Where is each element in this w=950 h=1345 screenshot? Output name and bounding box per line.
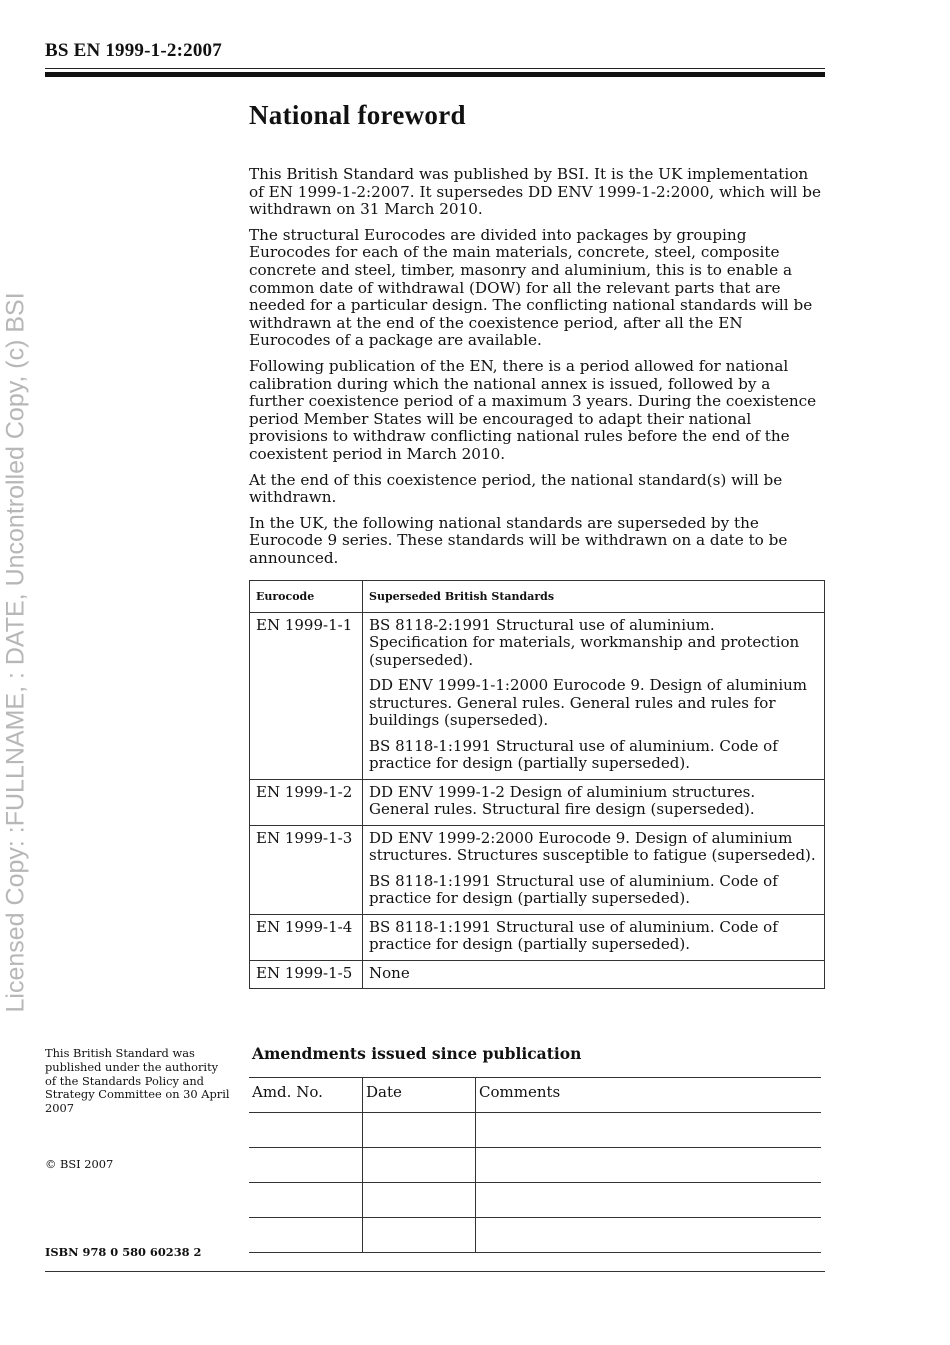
- document-id: BS EN 1999-1-2:2007: [45, 40, 222, 61]
- standard-entry: DD ENV 1999-1-1:2000 Eurocode 9. Design of aluminium structures. General rules. General rules and rules for buildings (superseded).: [369, 676, 808, 730]
- amendment-cell: [476, 1148, 822, 1183]
- table-row: [250, 914, 825, 960]
- eurocode-cell: EN 1999-1-3: [250, 825, 363, 914]
- standards-cell: [363, 914, 825, 960]
- standards-cell: [363, 960, 825, 989]
- standard-entry: None: [369, 963, 410, 982]
- amendment-row: [249, 1218, 821, 1253]
- amendment-cell: [249, 1113, 363, 1148]
- paragraph: The structural Eurocodes are divided into packages by grouping Eurocodes for each of the main materials, concrete, steel, composite concrete and steel, timber, masonry and aluminium, this is to enable a common date of withdrawal (DOW) for all the relevant parts that are needed for a particular design. The conflicting national standards will be withdrawn at the end of the coexistence period, after all the EN Eurocodes of a package are available.: [249, 225, 813, 350]
- standard-entry: BS 8118-2:1991 Structural use of aluminium. Specification for materials, workmanship and protection (superseded).: [369, 615, 800, 669]
- amendment-row: [249, 1183, 821, 1218]
- column-header-amd-no: Amd. No.: [249, 1078, 363, 1113]
- isbn-number: ISBN 978 0 580 60238 2: [45, 1245, 202, 1259]
- amendments-title: Amendments issued since publication: [252, 1044, 582, 1063]
- table-row: [250, 779, 825, 825]
- foreword-paragraphs: [249, 166, 825, 567]
- table-row: [250, 960, 825, 989]
- table-header-row: [250, 581, 825, 613]
- standards-cell: [363, 825, 825, 914]
- eurocode-cell: EN 1999-1-2: [250, 779, 363, 825]
- eurocode-cell: EN 1999-1-1: [250, 612, 363, 779]
- standard-entry: BS 8118-1:1991 Structural use of aluminium. Code of practice for design (partially superseded).: [369, 917, 778, 954]
- standard-entry: BS 8118-1:1991 Structural use of aluminium. Code of practice for design (partially superseded).: [369, 736, 778, 773]
- amendment-cell: [249, 1183, 363, 1218]
- amendment-cell: [363, 1113, 476, 1148]
- amendment-cell: [476, 1183, 822, 1218]
- standards-cell: [363, 779, 825, 825]
- column-header-date: Date: [363, 1078, 476, 1113]
- footer-rule: [45, 1271, 825, 1272]
- column-header-superseded: Superseded British Standards: [363, 581, 825, 613]
- amendment-cell: [476, 1218, 822, 1253]
- page-title: National foreword: [249, 100, 466, 130]
- amendment-cell: [476, 1113, 822, 1148]
- paragraph: Following publication of the EN, there is a period allowed for national calibration during which the national annex is issued, followed by a further coexistence period of a maximum 3 years. During the coexistence period Member States will be encouraged to adapt their national provisions to withdraw conflicting national rules before the end of the coexistent period in March 2010.: [249, 356, 817, 463]
- standard-entry: DD ENV 1999-2:2000 Eurocode 9. Design of aluminium structures. Structures susceptible to fatigue (superseded).: [369, 828, 816, 865]
- amendment-cell: [249, 1148, 363, 1183]
- publication-note: This British Standard was published under the authority of the Standards Policy and Strategy Committee on 30 April 2007: [45, 1046, 230, 1116]
- amendment-row: [249, 1148, 821, 1183]
- paragraph: This British Standard was published by BSI. It is the UK implementation of EN 1999-1-2:2007. It supersedes DD ENV 1999-1-2:2000, which will be withdrawn on 31 March 2010.: [249, 165, 821, 219]
- table-row: [250, 612, 825, 779]
- column-header-comments: Comments: [476, 1078, 822, 1113]
- paragraph: In the UK, the following national standards are superseded by the Eurocode 9 series. These standards will be withdrawn on a date to be announced.: [249, 513, 788, 567]
- eurocode-cell: EN 1999-1-4: [250, 914, 363, 960]
- amendment-cell: [363, 1183, 476, 1218]
- header-rule-thin: [45, 68, 825, 69]
- superseded-standards-table: [249, 580, 825, 989]
- amendment-row: [249, 1113, 821, 1148]
- amendment-cell: [363, 1218, 476, 1253]
- table-row: [250, 825, 825, 914]
- amendments-table: [249, 1077, 821, 1253]
- standards-cell: [363, 612, 825, 779]
- paragraph: At the end of this coexistence period, the national standard(s) will be withdrawn.: [249, 470, 783, 507]
- header-rule-thick: [45, 72, 825, 77]
- main-content: [249, 100, 825, 989]
- copyright-notice: © BSI 2007: [45, 1157, 114, 1171]
- amendments-header-row: [249, 1078, 821, 1113]
- amendment-cell: [363, 1148, 476, 1183]
- amendment-cell: [249, 1218, 363, 1253]
- license-watermark: Licensed Copy: :FULLNAME, : DATE, Uncontrolled Copy, (c) BSI: [1, 292, 30, 1013]
- standard-entry: DD ENV 1999-1-2 Design of aluminium structures. General rules. Structural fire design (superseded).: [369, 782, 756, 819]
- eurocode-cell: EN 1999-1-5: [250, 960, 363, 989]
- standard-entry: BS 8118-1:1991 Structural use of aluminium. Code of practice for design (partially superseded).: [369, 871, 778, 908]
- column-header-eurocode: Eurocode: [250, 581, 363, 613]
